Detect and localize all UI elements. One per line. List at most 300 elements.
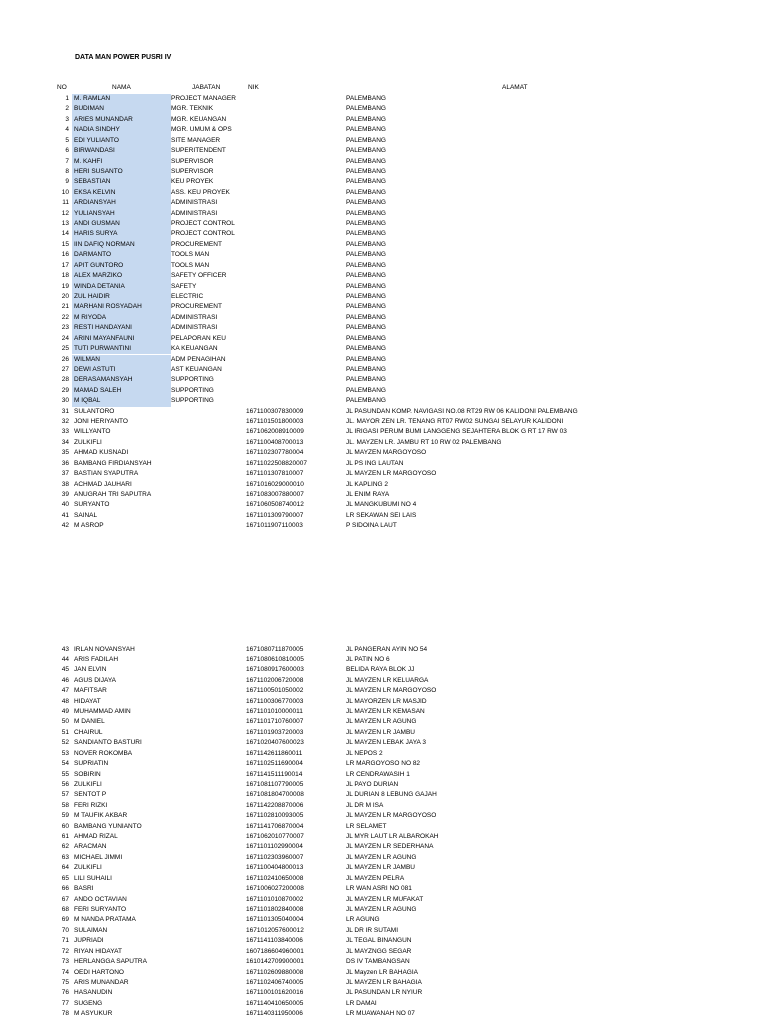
cell-alamat: LR CENDRAWASIH 1 — [346, 770, 410, 778]
cell-alamat: JL MAYZEN LR MARGOYOSO — [346, 470, 437, 478]
cell-nik: 1671101903720003 — [246, 728, 304, 736]
cell-nama: RESTI HANDAYANI — [72, 323, 171, 333]
cell-nama: BASRI — [74, 885, 94, 893]
cell-nik: 1671102307780004 — [246, 449, 304, 457]
table-row — [0, 104, 768, 114]
cell-no: 54 — [61, 760, 69, 768]
page-title: DATA MAN POWER PUSRI IV — [75, 54, 172, 61]
cell-alamat: PALEMBANG — [346, 272, 386, 280]
cell-nama: ARDIANSYAH — [72, 198, 171, 208]
cell-no: 6 — [65, 147, 69, 155]
table-row — [0, 801, 768, 811]
header-nama: NAMA — [112, 84, 131, 91]
cell-alamat: JL MAYZNGG SEGAR — [346, 947, 412, 955]
table-row — [0, 250, 768, 260]
cell-nama: AHMAD RIZAL — [74, 833, 118, 841]
cell-nama: RIYAN HIDAYAT — [74, 947, 122, 955]
table-row — [0, 355, 768, 365]
cell-nama: M NANDA PRATAMA — [74, 916, 136, 924]
cell-nama: EDI YULIANTO — [72, 136, 171, 146]
cell-nik: 1671012057600012 — [246, 926, 304, 934]
cell-nik: 1671100307830009 — [246, 407, 304, 415]
table-row — [0, 968, 768, 978]
cell-no: 40 — [61, 501, 69, 509]
table-row — [0, 790, 768, 800]
cell-nik: 1671081107790005 — [246, 780, 304, 788]
cell-no: 44 — [61, 655, 69, 663]
cell-nama: HASANUDIN — [74, 989, 113, 997]
table-row — [0, 874, 768, 884]
cell-no: 77 — [61, 999, 69, 1007]
cell-nik: 1671140410650005 — [246, 999, 304, 1007]
cell-alamat: JL PANGERAN AYIN NO 54 — [346, 645, 428, 653]
cell-jabatan: AST KEUANGAN — [171, 365, 222, 373]
table-row — [0, 926, 768, 936]
cell-no: 75 — [61, 978, 69, 986]
cell-nik: 1671141511190014 — [246, 770, 303, 778]
cell-no: 67 — [61, 895, 69, 903]
cell-alamat: JL TEGAL BINANGUN — [346, 937, 412, 945]
cell-nik: 1671102006720008 — [246, 676, 304, 684]
cell-alamat: PALEMBANG — [346, 345, 386, 353]
cell-nik: 1671060508740012 — [246, 501, 304, 509]
cell-no: 10 — [61, 188, 69, 196]
cell-nama: LILI SUHAILI — [74, 874, 112, 882]
cell-alamat: PALEMBANG — [346, 292, 386, 300]
cell-alamat: PALEMBANG — [346, 397, 386, 405]
cell-no: 71 — [61, 937, 69, 945]
cell-no: 55 — [61, 770, 69, 778]
table-row — [0, 655, 768, 665]
cell-alamat: PALEMBANG — [346, 199, 386, 207]
table-row — [0, 261, 768, 271]
cell-nama: BAMBANG YUNIANTO — [74, 822, 142, 830]
cell-no: 4 — [65, 126, 69, 134]
cell-no: 7 — [65, 157, 69, 165]
cell-nama: ARIES MUNANDAR — [72, 115, 171, 125]
cell-alamat: P SIDOINA LAUT — [346, 522, 397, 530]
cell-nama: HERLANGGA SAPUTRA — [74, 958, 147, 966]
cell-nama: M RIYODA — [72, 313, 171, 323]
table-row — [0, 188, 768, 198]
cell-no: 48 — [61, 697, 69, 705]
cell-nama: JAN ELVIN — [74, 666, 107, 674]
cell-no: 68 — [61, 906, 69, 913]
cell-no: 63 — [61, 853, 69, 861]
table-row — [0, 863, 768, 873]
table-row — [0, 490, 768, 500]
cell-nik: 1671101501800003 — [246, 418, 304, 426]
cell-nama: M IQBAL — [72, 396, 171, 406]
table-row — [0, 978, 768, 988]
cell-nama: SURYANTO — [74, 501, 110, 509]
table-row — [0, 749, 768, 759]
cell-no: 45 — [61, 666, 69, 674]
cell-nik: 1671141103840006 — [246, 937, 303, 945]
cell-nama: TUTI PURWANTINI — [72, 344, 171, 354]
cell-jabatan: ELECTRIC — [171, 292, 204, 300]
cell-alamat: JL MAYZEN LR AGUNG — [346, 718, 417, 726]
cell-nama: M. RAMLAN — [72, 94, 171, 104]
cell-nik: 1671083007880007 — [246, 490, 304, 498]
cell-jabatan: SUPERITENDENT — [171, 147, 226, 155]
cell-nik: 1671101102990004 — [246, 843, 303, 851]
cell-nama: MUHAMMAD AMIN — [74, 708, 131, 716]
cell-no: 9 — [65, 178, 69, 186]
table-row — [0, 811, 768, 821]
cell-alamat: JL Mayzen LR BAHAGIA — [346, 968, 419, 976]
cell-nik: 1671101309790007 — [246, 511, 304, 519]
cell-nama: ARIS MUNANDAR — [74, 978, 129, 986]
cell-no: 61 — [61, 833, 69, 841]
cell-no: 23 — [61, 324, 69, 332]
cell-alamat: JL DR M ISA — [346, 801, 384, 809]
cell-no: 72 — [61, 947, 69, 955]
cell-alamat: PALEMBANG — [346, 251, 386, 259]
cell-alamat: LR SELAMET — [346, 822, 387, 830]
table-row — [0, 198, 768, 208]
cell-alamat: JL IRIGASI PERUM BUMI LANGGENG SEJAHTERA BLOK G RT 17 RW 03 — [346, 428, 567, 436]
cell-nama: MARHANI ROSYADAH — [72, 302, 171, 312]
table-row — [0, 780, 768, 790]
cell-nik: 1671080711870005 — [246, 645, 304, 653]
cell-alamat: PALEMBANG — [346, 313, 386, 321]
cell-alamat: JL MYR LAUT LR ALBAROKAH — [346, 833, 439, 841]
cell-nik: 1671102511690004 — [246, 760, 303, 768]
cell-jabatan: SUPERVISOR — [171, 157, 214, 165]
cell-alamat: JL PAYO DURIAN — [346, 780, 399, 788]
cell-alamat: JL PS ING LAUTAN — [346, 459, 404, 467]
cell-no: 69 — [61, 916, 69, 924]
cell-no: 19 — [61, 282, 69, 290]
cell-nama: ANUGRAH TRI SAPUTRA — [74, 490, 152, 498]
cell-nama: HERI SUSANTO — [72, 167, 171, 177]
cell-nama: OEDI HARTONO — [74, 968, 124, 976]
cell-nama: SOBIRIN — [74, 770, 101, 778]
cell-nama: BIRWANDASI — [72, 146, 171, 156]
cell-nik: 1671101010870002 — [246, 895, 304, 903]
table-row — [0, 427, 768, 437]
cell-jabatan: ADMINISTRASI — [171, 313, 218, 321]
table-row — [0, 822, 768, 832]
cell-nama: MAFITSAR — [74, 687, 107, 695]
cell-nama: SENTOT P — [74, 791, 107, 799]
cell-nik: 1671011907110003 — [246, 522, 303, 530]
table-row — [0, 125, 768, 135]
cell-nik: 1671100501050002 — [246, 687, 304, 695]
header-jabatan: JABATAN — [192, 84, 221, 91]
cell-alamat: LR AGUNG — [346, 916, 380, 924]
cell-alamat: JL MAYZEN LR SEDERHANA — [346, 843, 434, 851]
cell-alamat: JL MAYZEN PELRA — [346, 874, 405, 882]
cell-nama: ARINI MAYANFAUNI — [72, 334, 171, 344]
cell-nama: MAMAD SALEH — [72, 386, 171, 396]
cell-alamat: PALEMBANG — [346, 178, 386, 186]
cell-no: 36 — [61, 459, 69, 467]
cell-no: 30 — [61, 397, 69, 405]
cell-nik: 1671100306770003 — [246, 697, 304, 705]
table-row — [0, 999, 768, 1009]
cell-alamat: PALEMBANG — [346, 324, 386, 332]
cell-no: 29 — [61, 386, 69, 394]
cell-jabatan: ADMINISTRASI — [171, 199, 218, 207]
cell-no: 57 — [61, 791, 69, 799]
cell-no: 26 — [61, 355, 69, 363]
table-row — [0, 240, 768, 250]
cell-no: 53 — [61, 749, 69, 757]
cell-nik: 1671016029000010 — [246, 480, 304, 488]
table-row — [0, 136, 768, 146]
table-row — [0, 365, 768, 375]
table-row — [0, 947, 768, 957]
cell-no: 1 — [65, 95, 69, 102]
cell-no: 35 — [61, 449, 69, 457]
cell-alamat: JL PASUNDAN KOMP. NAVIGASI NO.08 RT29 RW 06 KALIDONI PALEMBANG — [346, 407, 578, 415]
cell-no: 58 — [61, 801, 69, 809]
cell-no: 32 — [61, 418, 69, 426]
cell-alamat: PALEMBANG — [346, 105, 386, 113]
cell-nik: 1671102410650008 — [246, 874, 304, 882]
table-row — [0, 1009, 768, 1019]
cell-alamat: JL. MAYOR ZEN LR. TENANG RT07 RW02 SUNGAI SELAYUR KALIDONI — [346, 418, 564, 426]
cell-nik: 1671102810093005 — [246, 812, 304, 820]
cell-no: 51 — [61, 728, 69, 736]
cell-nama: ACHMAD JAUHARI — [74, 480, 132, 488]
cell-alamat: LR MUAWANAH NO 07 — [346, 1010, 415, 1018]
cell-jabatan: PELAPORAN KEU — [171, 334, 226, 342]
cell-no: 59 — [61, 812, 69, 820]
cell-alamat: JL ENIM RAYA — [346, 490, 390, 498]
cell-alamat: PALEMBANG — [346, 240, 386, 248]
cell-nama: NADIA SINDHY — [72, 125, 171, 135]
cell-nama: M. KAHFI — [72, 157, 171, 167]
cell-no: 17 — [61, 261, 69, 269]
cell-nama: WILLYANTO — [74, 428, 111, 436]
cell-no: 38 — [61, 480, 69, 488]
cell-no: 73 — [61, 958, 69, 966]
cell-no: 2 — [65, 105, 69, 113]
cell-no: 49 — [61, 708, 69, 716]
table-row — [0, 302, 768, 312]
cell-alamat: JL MAYZEN LR MARGOYOSO — [346, 812, 437, 820]
cell-nik: 1671100101620016 — [246, 989, 304, 997]
table-row — [0, 936, 768, 946]
cell-alamat: PALEMBANG — [346, 261, 386, 269]
cell-alamat: JL MANGKUBUMI NO 4 — [346, 501, 417, 509]
cell-alamat: PALEMBANG — [346, 115, 386, 123]
cell-nama: ALEX MARZIKO — [72, 271, 171, 281]
cell-nama: JUPRIADI — [74, 937, 104, 945]
table-row — [0, 177, 768, 187]
table-row — [0, 728, 768, 738]
cell-jabatan: ADM PENAGIHAN — [171, 355, 226, 363]
cell-jabatan: ASS. KEU PROYEK — [171, 188, 230, 196]
table-row — [0, 645, 768, 655]
cell-nik: 1671102303960007 — [246, 853, 304, 861]
cell-nama: ZULKIFLI — [74, 438, 102, 446]
cell-no: 11 — [62, 199, 69, 207]
cell-jabatan: PROCUREMENT — [171, 240, 222, 248]
cell-alamat: PALEMBANG — [346, 209, 386, 217]
cell-alamat: JL. MAYZEN LR. JAMBU RT 10 RW 02 PALEMBANG — [346, 438, 502, 446]
cell-nik: 1671102406740005 — [246, 978, 304, 986]
cell-nama: ZUL HAIDIR — [72, 292, 171, 302]
cell-jabatan: ADMINISTRASI — [171, 324, 218, 332]
cell-no: 41 — [61, 511, 69, 519]
cell-no: 52 — [61, 739, 69, 747]
table-row — [0, 219, 768, 229]
cell-nama: SUGENG — [74, 999, 103, 1007]
cell-nama: SULAIMAN — [74, 926, 108, 934]
cell-no: 15 — [61, 240, 69, 248]
cell-nama: FERI SURYANTO — [74, 906, 127, 913]
table-row — [0, 323, 768, 333]
cell-no: 37 — [61, 470, 69, 478]
cell-jabatan: SUPPORTING — [171, 376, 214, 384]
cell-nama: WILMAN — [72, 355, 171, 365]
cell-jabatan: MGR. TEKNIK — [171, 105, 214, 113]
table-row — [0, 738, 768, 748]
cell-nama: M TAUFIK AKBAR — [74, 812, 128, 820]
cell-nama: BUDIMAN — [72, 104, 171, 114]
cell-jabatan: SUPPORTING — [171, 397, 214, 405]
cell-jabatan: PROCUREMENT — [171, 303, 222, 311]
cell-alamat: PALEMBANG — [346, 157, 386, 165]
cell-alamat: LR WAN ASRI NO 081 — [346, 885, 412, 893]
cell-nik: 1671101802840008 — [246, 906, 304, 913]
cell-no: 78 — [61, 1010, 69, 1018]
cell-no: 8 — [65, 167, 69, 175]
table-row — [0, 480, 768, 490]
cell-alamat: PALEMBANG — [346, 220, 386, 228]
cell-jabatan: PROJECT CONTROL — [171, 230, 235, 238]
cell-alamat: JL PATIN NO 6 — [346, 655, 390, 663]
cell-alamat: JL NEPOS 2 — [346, 749, 383, 757]
cell-no: 39 — [61, 490, 69, 498]
cell-alamat: PALEMBANG — [346, 126, 386, 134]
cell-jabatan: SAFETY — [171, 282, 197, 290]
cell-jabatan: PROJECT MANAGER — [171, 95, 236, 102]
cell-alamat: PALEMBANG — [346, 147, 386, 155]
cell-alamat: JL MAYZEN LR JAMBU — [346, 728, 415, 736]
cell-alamat: JL MAYZEN LEBAK JAYA 3 — [346, 739, 426, 747]
cell-nik: 16711022508820007 — [246, 459, 307, 467]
table-row — [0, 282, 768, 292]
cell-jabatan: KA KEUANGAN — [171, 345, 218, 353]
cell-nama: CHAIRUL — [74, 728, 103, 736]
cell-no: 60 — [61, 822, 69, 830]
cell-nik: 1671062008910009 — [246, 428, 304, 436]
cell-nama: FERI RIZKI — [74, 801, 108, 809]
cell-no: 42 — [61, 522, 69, 530]
cell-nik: 1671141706870004 — [246, 822, 304, 830]
cell-alamat: PALEMBANG — [346, 188, 386, 196]
cell-nama: WINDA DETANIA — [72, 282, 171, 292]
cell-alamat: PALEMBANG — [346, 230, 386, 238]
cell-alamat: JL MAYZEN MARGOYOSO — [346, 449, 427, 457]
cell-no: 43 — [61, 645, 69, 653]
cell-alamat: BELIDA RAYA BLOK JJ — [346, 666, 415, 674]
cell-jabatan: SUPPORTING — [171, 386, 214, 394]
cell-nama: JONI HERIYANTO — [74, 418, 128, 426]
cell-no: 56 — [61, 780, 69, 788]
cell-nama: SANDIANTO BASTURI — [74, 739, 142, 747]
cell-nik: 1671006027200008 — [246, 885, 304, 893]
cell-nama: M DANIEL — [74, 718, 105, 726]
cell-alamat: JL DURIAN 8 LEBUNG GAJAH — [346, 791, 437, 799]
cell-alamat: JL PASUNDAN LR NYIUR — [346, 989, 423, 997]
cell-no: 18 — [61, 272, 69, 280]
cell-nama: HARIS SURYA — [72, 229, 171, 239]
table-row — [0, 770, 768, 780]
header-no: NO — [57, 84, 67, 91]
table-row — [0, 334, 768, 344]
table-row — [0, 717, 768, 727]
cell-jabatan: KEU PROYEK — [171, 178, 214, 186]
cell-alamat: PALEMBANG — [346, 365, 386, 373]
table-row — [0, 832, 768, 842]
cell-nama: BASTIAN SYAPUTRA — [74, 470, 139, 478]
cell-jabatan: MGR. UMUM & OPS — [171, 126, 232, 134]
cell-nama: AGUS DIJAYA — [74, 676, 117, 684]
cell-alamat: JL MAYZEN LR BAHAGIA — [346, 978, 422, 986]
cell-alamat: JL KAPLING 2 — [346, 480, 389, 488]
table-row — [0, 957, 768, 967]
cell-jabatan: SITE MANAGER — [171, 136, 221, 144]
cell-no: 25 — [61, 345, 69, 353]
cell-no: 62 — [61, 843, 69, 851]
cell-nama: M ASYUKUR — [74, 1010, 113, 1018]
cell-nama: BAMBANG FIRDIANSYAH — [74, 459, 152, 467]
cell-nik: 1671062010770007 — [246, 833, 304, 841]
cell-nama: SEBASTIAN — [72, 177, 171, 187]
cell-alamat: PALEMBANG — [346, 334, 386, 342]
cell-jabatan: MGR. KEUANGAN — [171, 115, 227, 123]
cell-nama: SULANTORO — [74, 407, 115, 415]
table-row — [0, 842, 768, 852]
cell-nama: ARIS FADILAH — [74, 655, 119, 663]
table-row — [0, 707, 768, 717]
table-row — [0, 448, 768, 458]
cell-nama: ZULKIFLI — [74, 780, 102, 788]
cell-alamat: JL MAYZEN LR AGUNG — [346, 853, 417, 861]
cell-alamat: JL MAYZEN LR MARGOYOSO — [346, 687, 437, 695]
cell-no: 22 — [61, 313, 69, 321]
cell-nik: 1671100404800013 — [246, 864, 304, 872]
cell-alamat: PALEMBANG — [346, 95, 386, 102]
cell-nama: APIT GUNTORO — [72, 261, 171, 271]
table-row — [0, 697, 768, 707]
cell-jabatan: TOOLS MAN — [171, 261, 210, 269]
cell-alamat: LR DAMAI — [346, 999, 377, 1007]
table-row — [0, 396, 768, 406]
table-row — [0, 157, 768, 167]
table-row — [0, 292, 768, 302]
header-nik: NIK — [248, 84, 259, 91]
table-row — [0, 686, 768, 696]
table-row — [0, 500, 768, 510]
table-row — [0, 884, 768, 894]
table-row — [0, 895, 768, 905]
cell-no: 50 — [61, 718, 69, 726]
cell-no: 12 — [61, 209, 69, 217]
table-row — [0, 521, 768, 531]
cell-nik: 1671080610810005 — [246, 655, 304, 663]
cell-nama: HIDAYAT — [74, 697, 101, 705]
cell-alamat: LR SEKAWAN SEI LAIS — [346, 511, 417, 519]
table-row — [0, 146, 768, 156]
cell-nik: 1610142709900001 — [246, 958, 304, 966]
